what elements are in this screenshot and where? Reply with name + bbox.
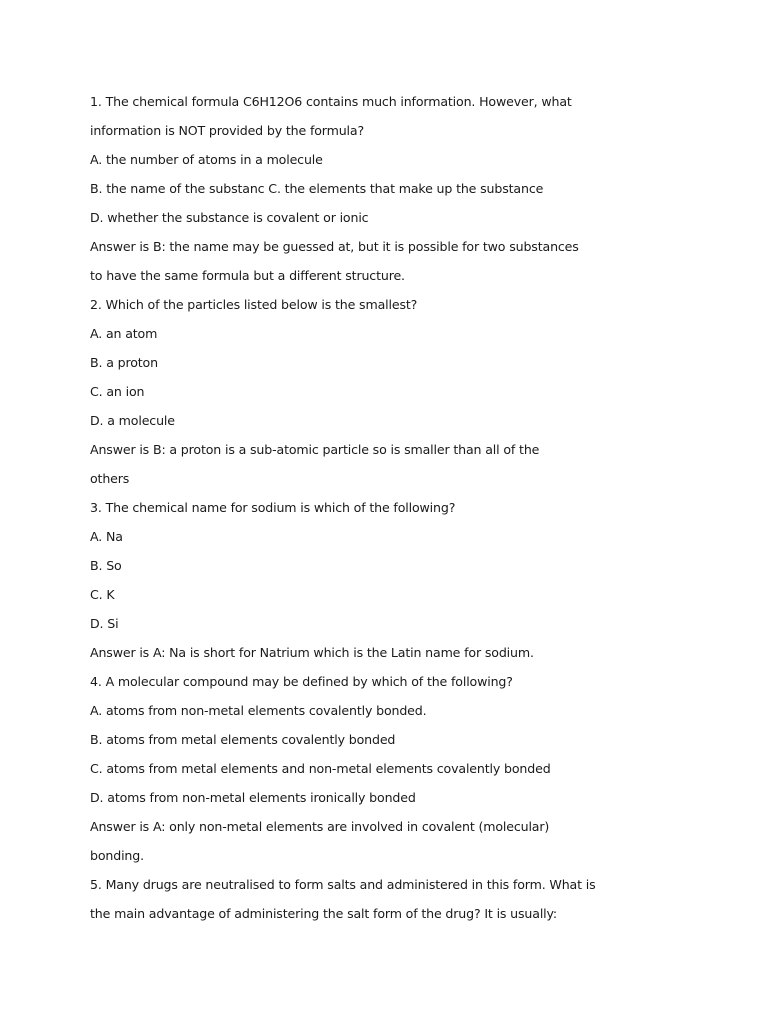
question-1-text-line-1: 1. The chemical formula C6H12O6 contains much information. However, what: [90, 94, 572, 109]
question-2-text: 2. Which of the particles listed below is the smallest?: [90, 297, 418, 312]
question-5-text-line-1: 5. Many drugs are neutralised to form salts and administered in this form. What is: [90, 877, 596, 892]
question-1-option-b-c: B. the name of the substanc C. the elements that make up the substance: [90, 181, 544, 196]
question-2-option-d: D. a molecule: [90, 413, 175, 428]
question-2-option-b: B. a proton: [90, 355, 158, 370]
question-1-option-a: A. the number of atoms in a molecule: [90, 152, 323, 167]
question-3-option-b: B. So: [90, 558, 122, 573]
question-4-option-b: B. atoms from metal elements covalently bonded: [90, 732, 396, 747]
question-2-answer-line-1: Answer is B: a proton is a sub-atomic particle so is smaller than all of the: [90, 442, 540, 457]
question-4-option-d: D. atoms from non-metal elements ironically bonded: [90, 790, 416, 805]
question-4-text: 4. A molecular compound may be defined by which of the following?: [90, 674, 513, 689]
question-1-answer-line-2: to have the same formula but a different structure.: [90, 268, 405, 283]
question-4-option-a: A. atoms from non-metal elements covalently bonded.: [90, 703, 427, 718]
question-1-text-line-2: information is NOT provided by the formula?: [90, 123, 364, 138]
question-2-option-a: A. an atom: [90, 326, 158, 341]
question-2-option-c: C. an ion: [90, 384, 145, 399]
question-1-option-d: D. whether the substance is covalent or ionic: [90, 210, 369, 225]
document-text: [90, 92, 730, 933]
question-3-text: 3. The chemical name for sodium is which of the following?: [90, 500, 456, 515]
question-4-answer-line-2: bonding.: [90, 848, 144, 863]
question-4-answer-line-1: Answer is A: only non-metal elements are involved in covalent (molecular): [90, 819, 550, 834]
question-3-answer: Answer is A: Na is short for Natrium which is the Latin name for sodium.: [90, 645, 534, 660]
question-2-answer-line-2: others: [90, 471, 130, 486]
question-5-text-line-2: the main advantage of administering the salt form of the drug? It is usually:: [90, 906, 558, 921]
question-1-answer-line-1: Answer is B: the name may be guessed at, but it is possible for two substances: [90, 239, 579, 254]
question-4-option-c: C. atoms from metal elements and non-metal elements covalently bonded: [90, 761, 551, 776]
question-3-option-c: C. K: [90, 587, 115, 602]
question-3-option-d: D. Si: [90, 616, 119, 631]
question-3-option-a: A. Na: [90, 529, 123, 544]
